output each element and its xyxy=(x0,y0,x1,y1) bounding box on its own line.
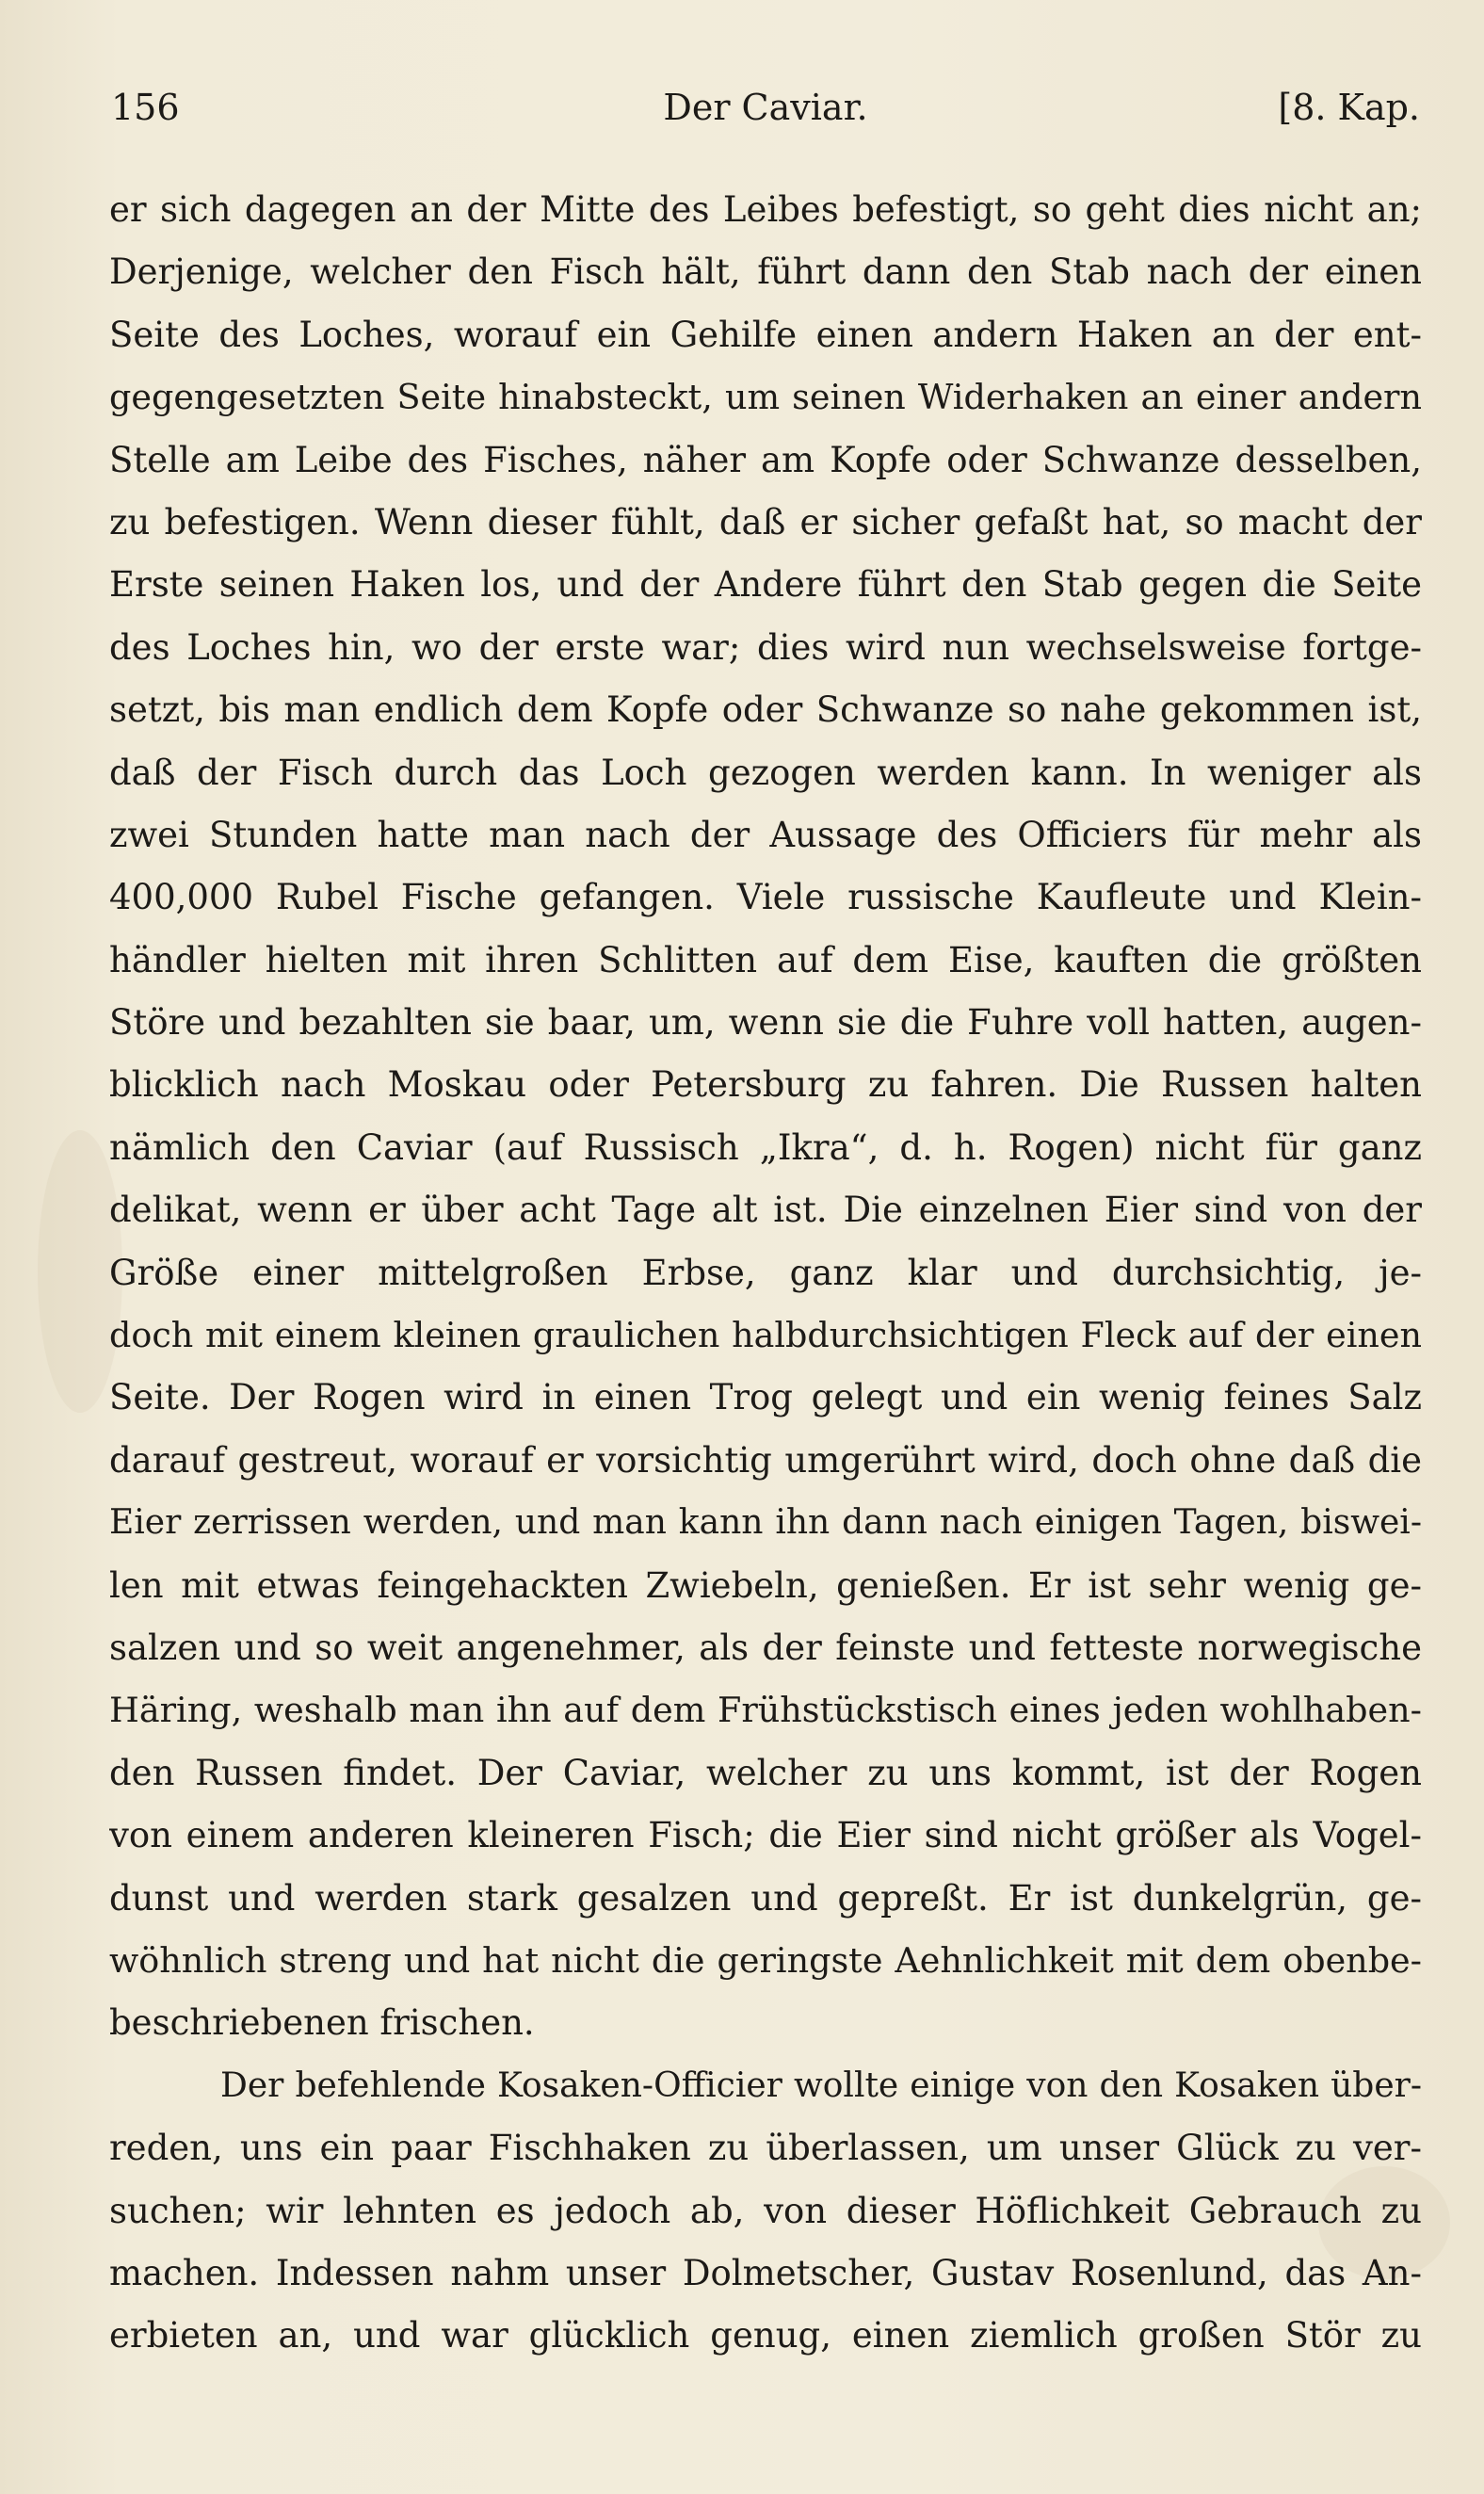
running-title: Der Caviar. xyxy=(663,87,868,128)
text-line: blicklich nach Moskau oder Petersburg zu fahren. Die Russen halten xyxy=(109,1064,1422,1106)
body-text xyxy=(109,179,1422,2368)
text-line: beschriebenen frischen. xyxy=(109,2002,535,2044)
text-line: erbieten an, und war glücklich genug, einen ziemlich großen Stör zu xyxy=(109,2315,1422,2356)
text-line: doch mit einem kleinen graulichen halbdurchsichtigen Fleck auf der einen xyxy=(109,1315,1422,1356)
text-line: des Loches hin, wo der erste war; dies wird nun wechselsweise fortge- xyxy=(109,626,1422,668)
text-line: den Russen findet. Der Caviar, welcher zu uns kommt, ist der Rogen xyxy=(109,1752,1422,1793)
text-line: zu befestigen. Wenn dieser fühlt, daß er sicher gefaßt hat, so macht der xyxy=(109,501,1422,543)
text-line: nämlich den Caviar (auf Russisch „Ikra“, d. h. Rogen) nicht für ganz xyxy=(109,1126,1422,1168)
page-number: 156 xyxy=(111,87,180,128)
text-line: Der befehlende Kosaken-Officier wollte einige von den Kosaken über- xyxy=(220,2065,1422,2105)
text-line: händler hielten mit ihren Schlitten auf dem Eise, kauften die größten xyxy=(109,939,1422,980)
text-line: Eier zerrissen werden, und man kann ihn dann nach einigen Tagen, biswei- xyxy=(109,1503,1422,1543)
text-line: zwei Stunden hatte man nach der Aussage des Officiers für mehr als xyxy=(109,814,1422,855)
text-line: delikat, wenn er über acht Tage alt ist. Die einzelnen Eier sind von der xyxy=(109,1190,1422,1231)
text-line: reden, uns ein paar Fischhaken zu überlassen, um unser Glück zu ver- xyxy=(109,2128,1422,2169)
text-line: salzen und so weit angenehmer, als der feinste und fetteste norwegische xyxy=(109,1627,1422,1668)
text-line: suchen; wir lehnten es jedoch ab, von dieser Höflichkeit Gebrauch zu xyxy=(109,2190,1422,2231)
chapter-reference: [8. Kap. xyxy=(1278,87,1420,128)
text-line: machen. Indessen nahm unser Dolmetscher, Gustav Rosenlund, das An- xyxy=(109,2252,1422,2293)
page-header xyxy=(111,87,1420,143)
text-line: wöhnlich streng und hat nicht die geringste Aehnlichkeit mit dem obenbe- xyxy=(109,1939,1422,1981)
text-line: dunst und werden stark gesalzen und gepreßt. Er ist dunkelgrün, ge- xyxy=(109,1877,1422,1919)
text-line: Häring, weshalb man ihn auf dem Frühstückstisch eines jeden wohlhaben- xyxy=(109,1690,1422,1731)
text-line: Störe und bezahlten sie baar, um, wenn sie die Fuhre voll hatten, augen- xyxy=(109,1002,1422,1044)
text-line: daß der Fisch durch das Loch gezogen werden kann. In weniger als xyxy=(109,752,1422,793)
text-line: Größe einer mittelgroßen Erbse, ganz klar und durchsichtig, je- xyxy=(109,1252,1422,1293)
text-line: darauf gestreut, worauf er vorsichtig umgerührt wird, doch ohne daß die xyxy=(109,1439,1422,1481)
text-line: Derjenige, welcher den Fisch hält, führt dann den Stab nach der einen xyxy=(109,251,1422,293)
text-line: Seite. Der Rogen wird in einen Trog gelegt und ein wenig feines Salz xyxy=(109,1377,1422,1418)
text-line: Stelle am Leibe des Fisches, näher am Kopfe oder Schwanze desselben, xyxy=(109,439,1422,480)
text-line: setzt, bis man endlich dem Kopfe oder Schwanze so nahe gekommen ist, xyxy=(109,689,1422,731)
text-line: Seite des Loches, worauf ein Gehilfe einen andern Haken an der ent- xyxy=(109,314,1422,355)
text-line: er sich dagegen an der Mitte des Leibes befestigt, so geht dies nicht an; xyxy=(109,189,1422,230)
text-line: 400,000 Rubel Fische gefangen. Viele russische Kaufleute und Klein- xyxy=(109,877,1422,918)
text-line: von einem anderen kleineren Fisch; die Eier sind nicht größer als Vogel- xyxy=(109,1815,1422,1856)
text-line: Erste seinen Haken los, und der Andere führt den Stab gegen die Seite xyxy=(109,564,1422,606)
text-line: len mit etwas feingehackten Zwiebeln, genießen. Er ist sehr wenig ge- xyxy=(109,1564,1422,1606)
text-line: gegengesetzten Seite hinabsteckt, um seinen Widerhaken an einer andern xyxy=(109,377,1422,418)
